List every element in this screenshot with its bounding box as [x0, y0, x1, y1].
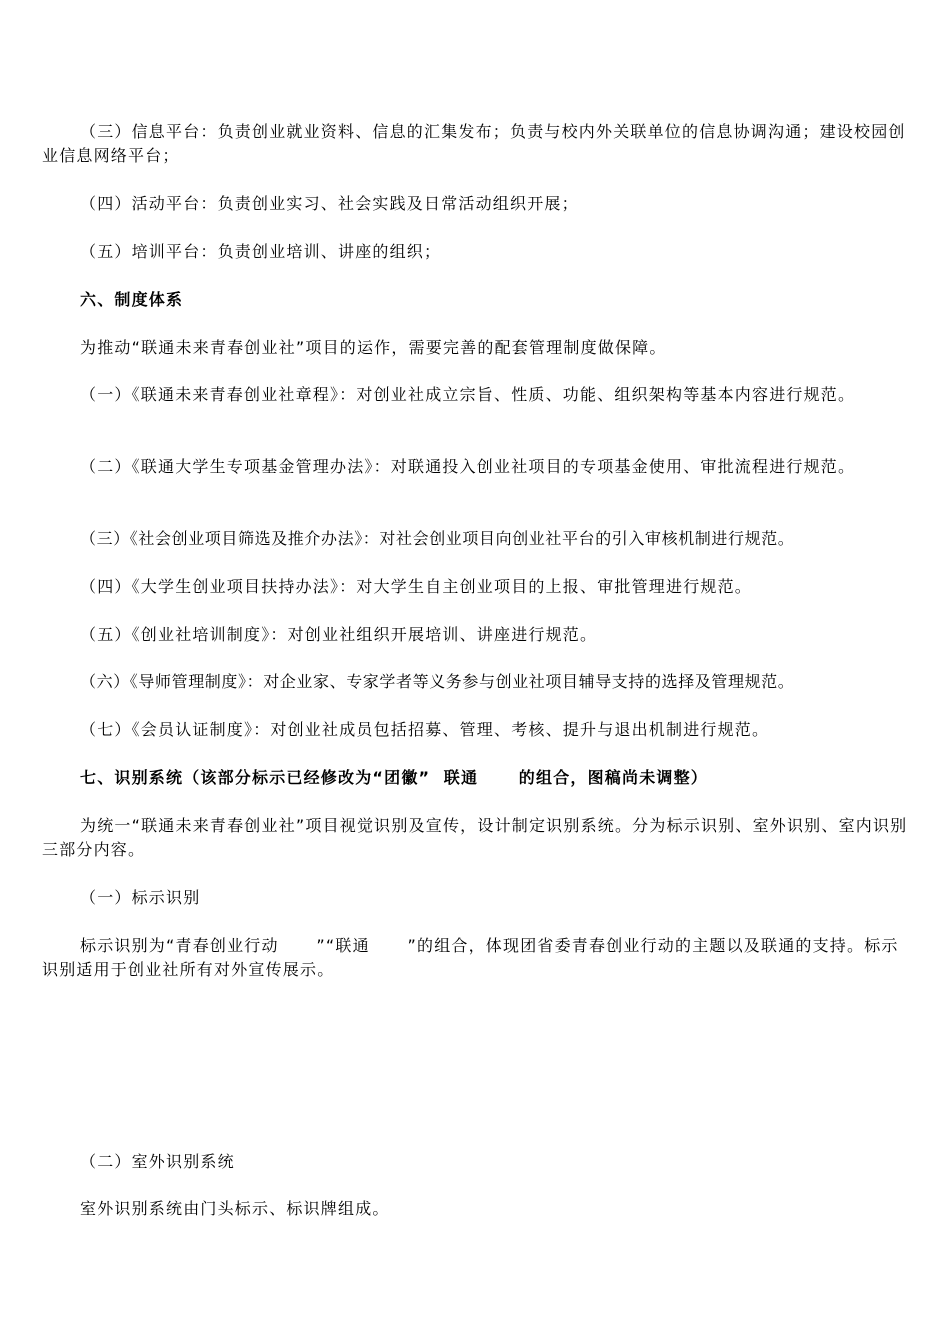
- paragraph-rule-fund: （二）《联通大学生专项基金管理办法》：对联通投入创业社项目的专项基金使用、审批流程进行规范。: [80, 457, 856, 476]
- subheading-logo-identity: （一）标示识别: [80, 888, 201, 907]
- paragraph-rule-member: （七）《会员认证制度》：对创业社成员包括招募、管理、考核、提升与退出机制进行规范。: [80, 720, 770, 739]
- paragraph-rule-training: （五）《创业社培训制度》：对创业社组织开展培训、讲座进行规范。: [80, 625, 598, 644]
- paragraph-rule-mentor: （六）《导师管理制度》：对企业家、专家学者等义务参与创业社项目辅导支持的选择及管理规范。: [80, 672, 795, 691]
- subheading-outdoor-identity: （二）室外识别系统: [80, 1152, 235, 1171]
- paragraph-activity-platform: （四）活动平台：负责创业实习、社会实践及日常活动组织开展；: [80, 194, 579, 213]
- paragraph-rule-screening: （三）《社会创业项目筛选及推介办法》：对社会创业项目向创业社平台的引入审核机制进行规范。: [80, 529, 795, 548]
- paragraph-identity-intro: 为统一“联通未来青春创业社”项目视觉识别及宣传，设计制定识别系统。分为标示识别、室外识别、室内识别三部分内容。: [42, 816, 908, 859]
- paragraph-training-platform: （五）培训平台：负责创业培训、讲座的组织；: [80, 242, 442, 261]
- section-heading-system: 六、制度体系: [80, 290, 184, 309]
- section-heading-identity: 七、识别系统（该部分标示已经修改为“团徽” 联通 的组合，图稿尚未调整）: [80, 768, 708, 787]
- paragraph-rule-support: （四）《大学生创业项目扶持办法》：对大学生自主创业项目的上报、审批管理进行规范。: [80, 577, 753, 596]
- paragraph-info-platform: （三）信息平台：负责创业就业资料、信息的汇集发布；负责与校内外关联单位的信息协调沟通；建设校园创业信息网络平台；: [42, 122, 906, 165]
- paragraph-outdoor-identity: 室外识别系统由门头标示、标识牌组成。: [80, 1199, 390, 1218]
- paragraph-logo-identity: 标示识别为“青春创业行动 ”“联通 ”的组合，体现团省委青春创业行动的主题以及联通的支持。标示识别适用于创业社所有对外宣传展示。: [42, 936, 899, 979]
- paragraph-system-intro: 为推动“联通未来青春创业社”项目的运作，需要完善的配套管理制度做保障。: [80, 338, 667, 357]
- paragraph-rule-charter: （一）《联通未来青春创业社章程》：对创业社成立宗旨、性质、功能、组织架构等基本内容进行规范。: [80, 385, 856, 404]
